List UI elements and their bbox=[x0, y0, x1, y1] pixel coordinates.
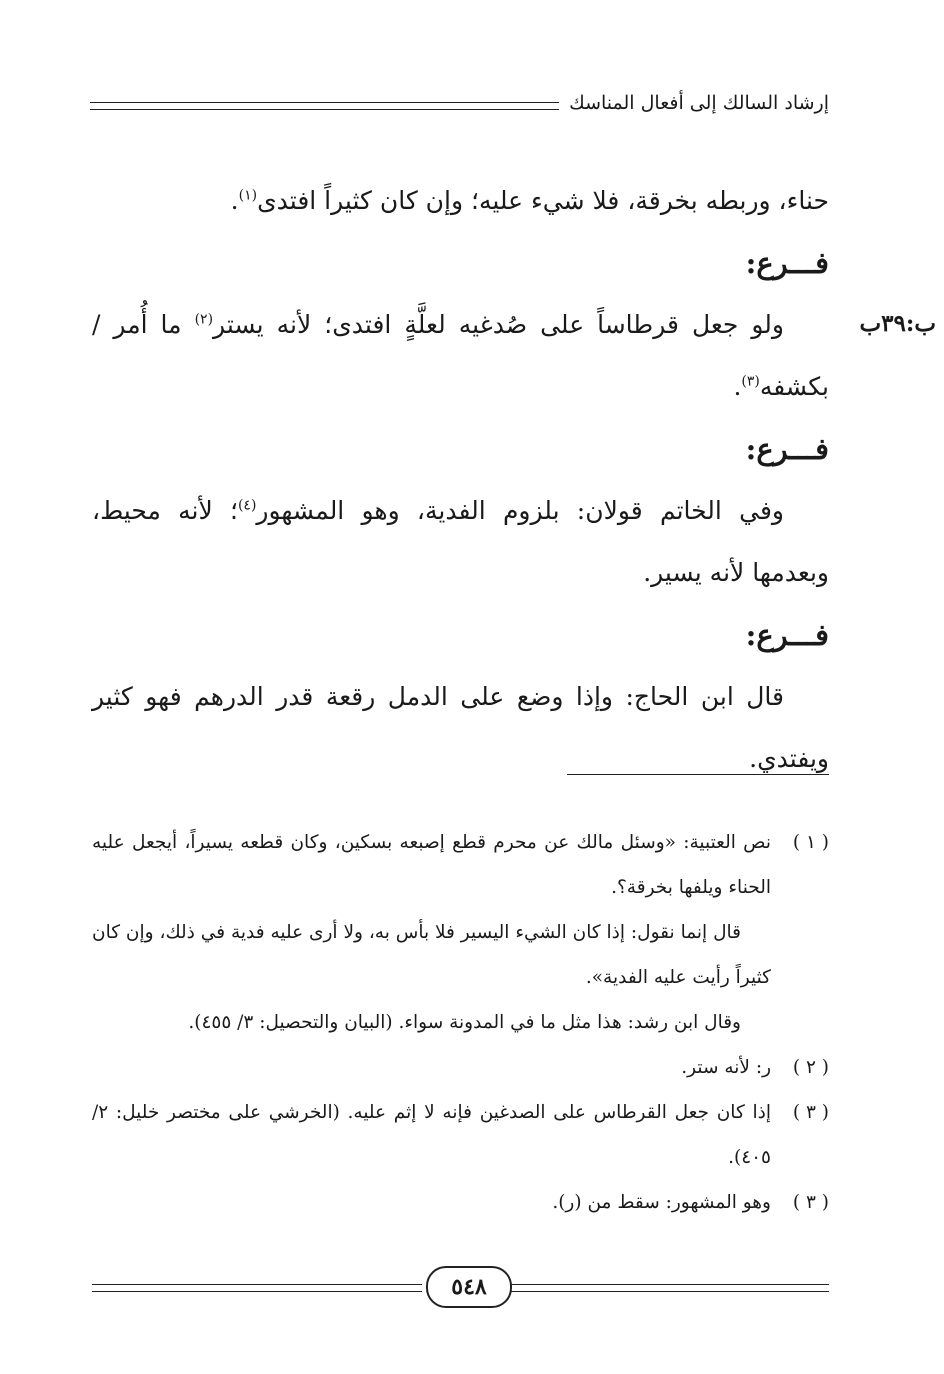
paragraph-1: حناء، وربطه بخرقة، فلا شيء عليه؛ وإن كان كثيراً افتدى$^{(١)}$. bbox=[230, 186, 829, 215]
section-heading-2: فـــرع: bbox=[745, 432, 829, 466]
footnote-number: ( ٣ ) bbox=[792, 1192, 829, 1213]
footer-rule-right bbox=[509, 1284, 829, 1292]
footnote-separator bbox=[567, 774, 829, 775]
section-heading-1: فـــرع: bbox=[745, 246, 829, 280]
footnote-text: نص العتبية: «وسئل مالك عن محرم قطع إصبعه بسكين، وكان قطعه يسيراً، أيجعل عليه الحناء ويلفها بخرقة؟. bbox=[92, 832, 771, 898]
page-number: ٥٤٨ bbox=[426, 1266, 512, 1308]
footnote-number: ( ١ ) bbox=[792, 832, 829, 853]
footnote-1-continuation-1: قال إنما نقول: إذا كان الشيء اليسير فلا بأس به، ولا أرى عليه فدية في ذلك، وإن كان كثيراً رأيت عليه الفدية». bbox=[92, 922, 771, 988]
footnote-1 bbox=[92, 820, 829, 910]
main-text bbox=[92, 170, 829, 790]
paragraph-4: قال ابن الحاج: وإذا وضع على الدمل رقعة قدر الدرهم فهو كثير ويفتدي. bbox=[92, 682, 829, 773]
footnote-2 bbox=[92, 1045, 829, 1090]
running-header bbox=[90, 88, 829, 118]
footnote-number: ( ٢ ) bbox=[792, 1057, 829, 1078]
footnote-text: ر: لأنه ستر. bbox=[681, 1057, 771, 1078]
footnote-text: وهو المشهور: سقط من (ر). bbox=[552, 1192, 771, 1213]
header-title: إرشاد السالك إلى أفعال المناسك bbox=[569, 92, 829, 114]
footnote-ref-1: (١) bbox=[238, 187, 258, 204]
footnote-1-continuation-2: وقال ابن رشد: هذا مثل ما في المدونة سواء. (البيان والتحصيل: ٣/ ٤٥٥). bbox=[188, 1012, 741, 1033]
footnote-text: إذا كان جعل القرطاس على الصدغين فإنه لا إثم عليه. (الخرشي على مختصر خليل: ٢/ ٤٠٥). bbox=[92, 1102, 771, 1168]
header-rule bbox=[90, 102, 559, 110]
paragraph-2: ولو جعل قرطاساً على صُدغيه لعلَّةٍ افتدى؛ لأنه يستر$^{(٢)}$ ما أُمر / بكشفه$^{(٣)}$. bbox=[92, 310, 829, 401]
manuscript-folio-note: ب:٣٩ب bbox=[859, 310, 936, 337]
footnote-ref-3: (٣) bbox=[741, 373, 760, 390]
footnote-ref-2: (٢) bbox=[194, 311, 214, 328]
section-heading-3: فـــرع: bbox=[745, 618, 829, 652]
footnote-ref-4: (٤) bbox=[237, 497, 257, 514]
footnotes bbox=[92, 820, 829, 1225]
footnote-number: ( ٣ ) bbox=[792, 1102, 829, 1123]
page-footer bbox=[92, 1266, 829, 1310]
footnote-4 bbox=[92, 1180, 829, 1225]
footnote-3 bbox=[92, 1090, 829, 1180]
footer-rule-left bbox=[92, 1284, 422, 1292]
paragraph-3: وفي الخاتم قولان: بلزوم الفدية، وهو المشهور$^{(٤)}$؛ لأنه محيط، وبعدمها لأنه يسير. bbox=[92, 496, 829, 587]
